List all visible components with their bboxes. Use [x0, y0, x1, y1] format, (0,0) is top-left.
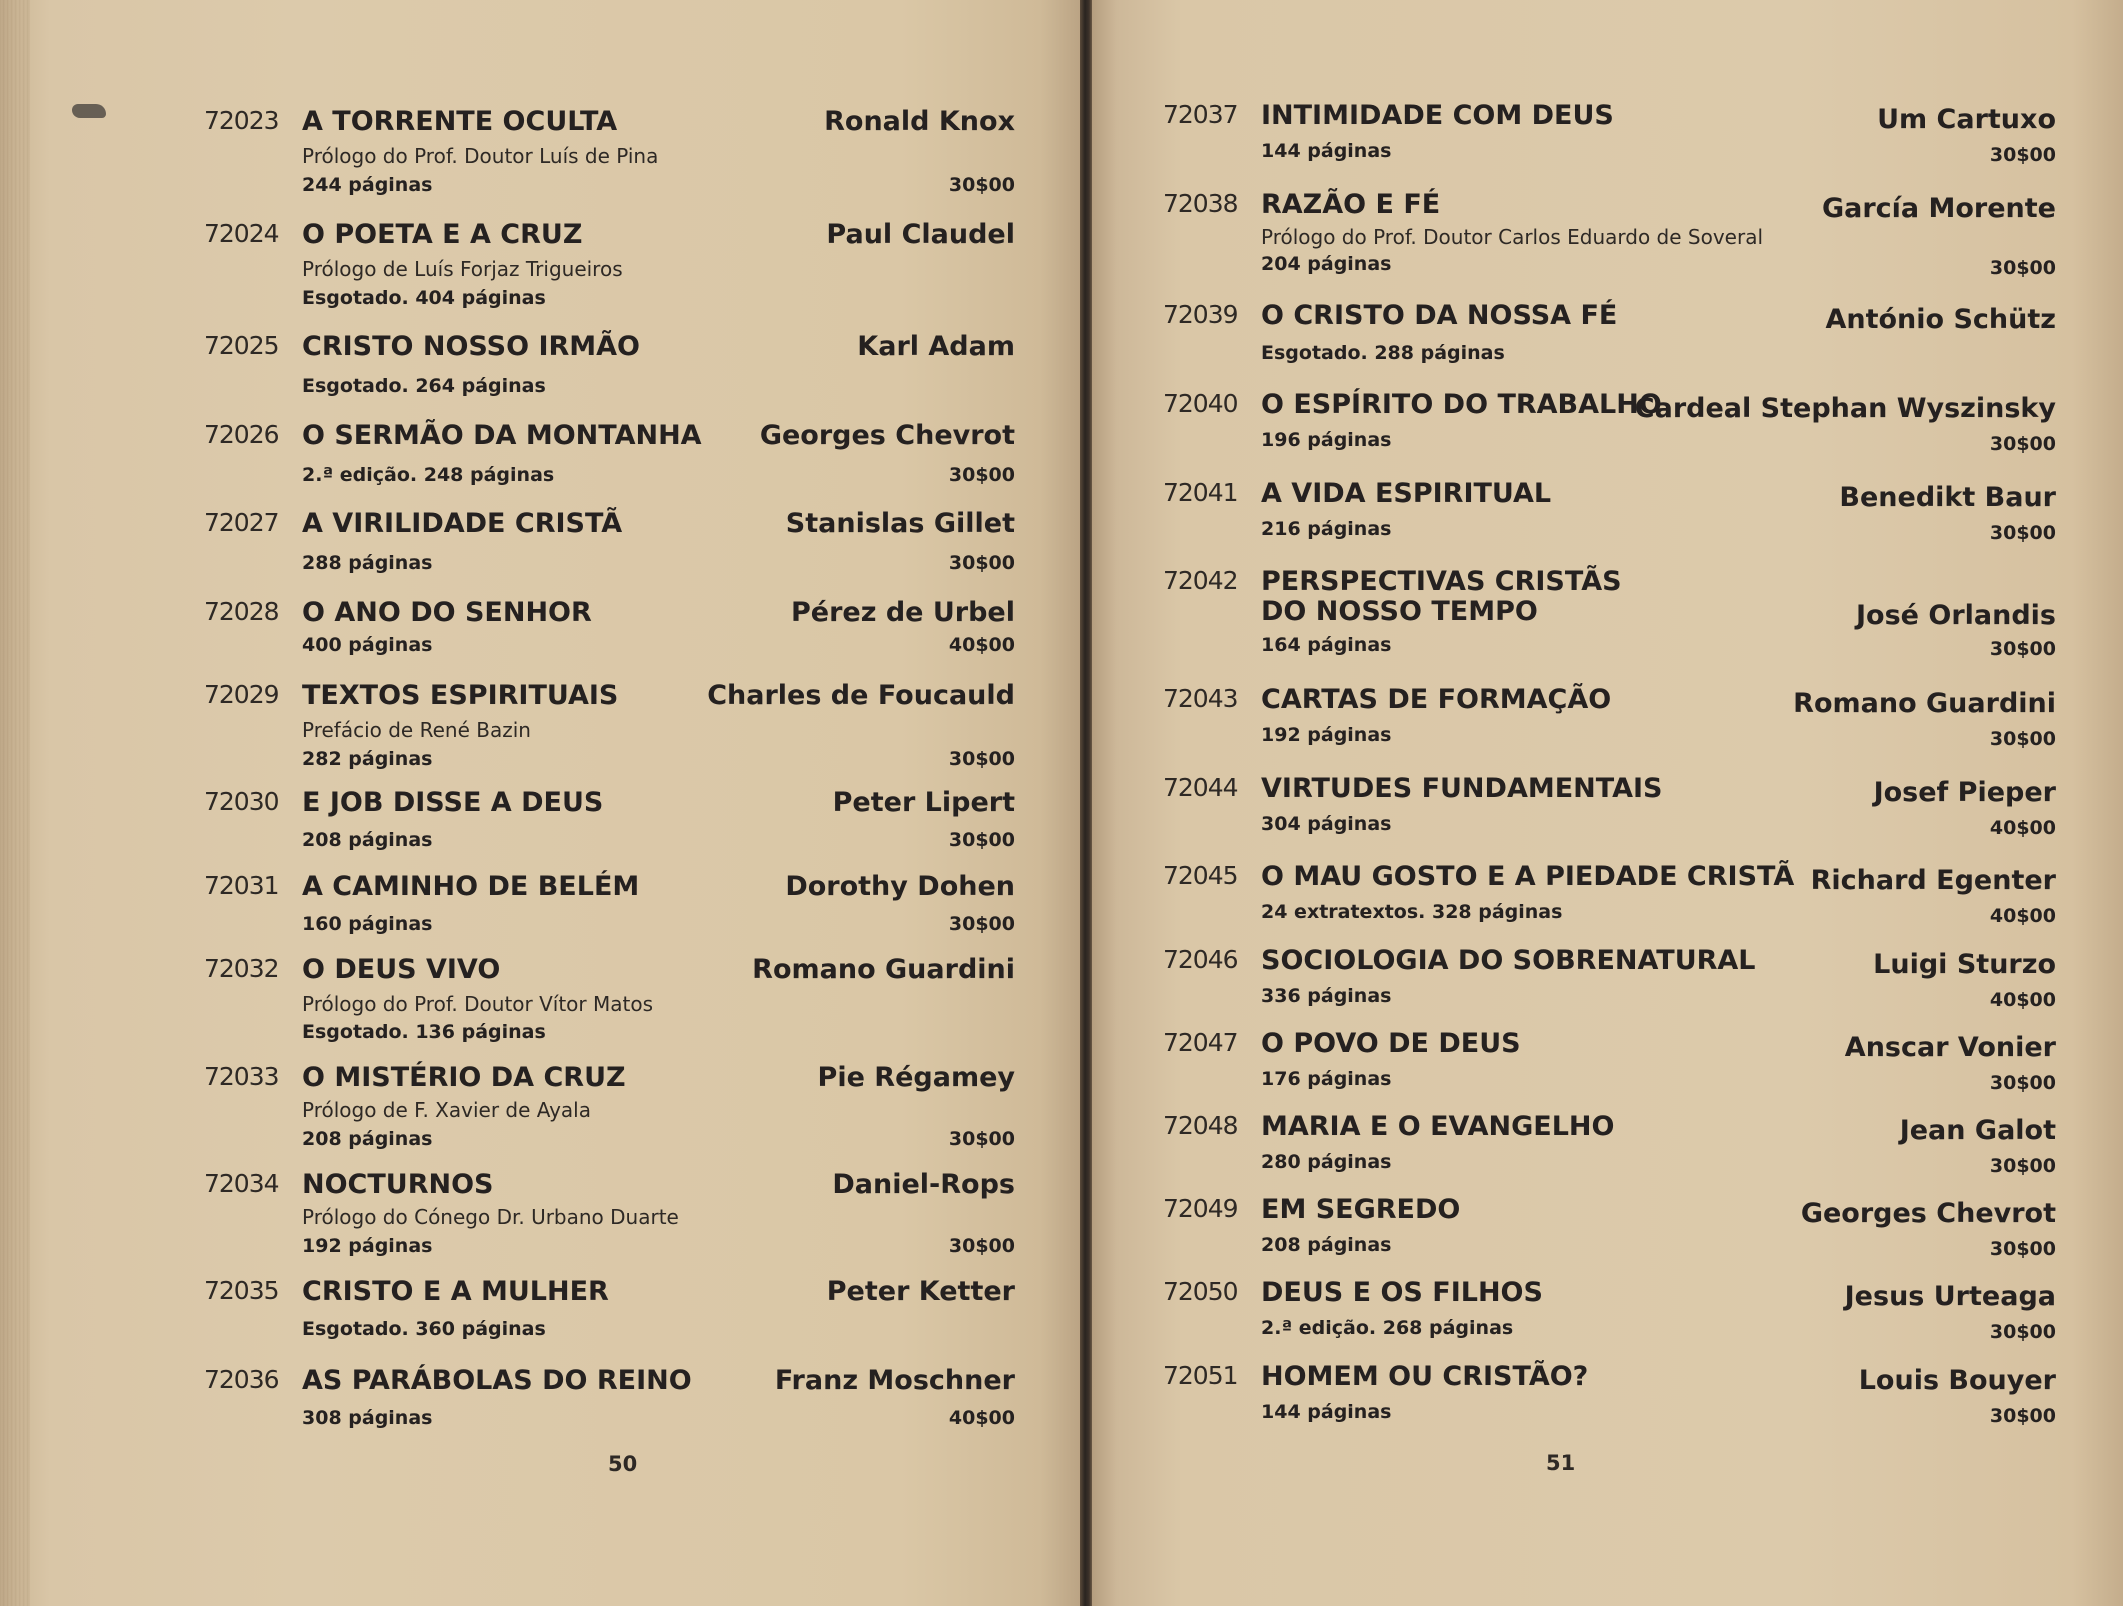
catalog-entry	[204, 680, 1015, 776]
entry-title: VIRTUDES FUNDAMENTAIS	[1261, 773, 1663, 804]
catalog-entry	[204, 331, 1015, 401]
entry-author: Luigi Sturzo	[1873, 949, 2056, 980]
entry-title: A TORRENTE OCULTA	[302, 106, 618, 137]
entry-author: Um Cartuxo	[1877, 104, 2056, 135]
entry-pages: 144 páginas	[1261, 140, 1392, 162]
entry-title: A CAMINHO DE BELÉM	[302, 871, 640, 902]
entry-pages: 176 páginas	[1261, 1068, 1392, 1090]
entry-pages: 2.ª edição. 248 páginas	[302, 464, 555, 486]
entry-author: Stanislas Gillet	[785, 508, 1015, 539]
entry-author: Jean Galot	[1899, 1115, 2056, 1146]
entry-title: O DEUS VIVO	[302, 954, 501, 985]
entry-number: 72042	[1163, 566, 1238, 595]
entry-price: 30$00	[1989, 1072, 2056, 1094]
entry-title: NOCTURNOS	[302, 1169, 494, 1200]
entry-price: 30$00	[1989, 728, 2056, 750]
entry-author: Ronald Knox	[824, 106, 1015, 137]
entry-title: DEUS E OS FILHOS	[1261, 1277, 1543, 1308]
entry-price: 30$00	[948, 748, 1015, 770]
entry-number: 72032	[204, 954, 279, 983]
entry-author: Paul Claudel	[826, 219, 1015, 250]
entry-preface: Prólogo do Cónego Dr. Urbano Duarte	[302, 1205, 679, 1229]
entry-author: Georges Chevrot	[759, 420, 1015, 451]
catalog-entry	[204, 954, 1015, 1050]
entry-pages: 164 páginas	[1261, 634, 1392, 656]
catalog-entry	[1163, 1111, 2056, 1181]
entry-preface: Prólogo do Prof. Doutor Luís de Pina	[302, 144, 659, 168]
entry-author: Louis Bouyer	[1858, 1365, 2056, 1396]
entry-number: 72048	[1163, 1111, 1238, 1140]
catalog-entry	[1163, 945, 2056, 1015]
entry-pages: Esgotado. 404 páginas	[302, 287, 546, 309]
entry-price: 30$00	[1989, 638, 2056, 660]
catalog-entry	[204, 219, 1015, 315]
catalog-entry	[204, 787, 1015, 853]
entry-pages: 144 páginas	[1261, 1401, 1392, 1423]
entry-pages: 204 páginas	[1261, 253, 1392, 275]
entry-number: 72050	[1163, 1277, 1238, 1306]
page-edge	[0, 0, 30, 1606]
entry-title: O ESPÍRITO DO TRABALHO	[1261, 389, 1662, 420]
entry-author: Pie Régamey	[817, 1062, 1015, 1093]
entry-title: O SERMÃO DA MONTANHA	[302, 420, 702, 451]
entry-author: Karl Adam	[857, 331, 1015, 362]
entry-title: O ANO DO SENHOR	[302, 597, 592, 628]
catalog-entry	[1163, 566, 2056, 662]
entry-price: 40$00	[948, 1407, 1015, 1429]
catalog-entry	[1163, 389, 2056, 459]
entry-title: O MISTÉRIO DA CRUZ	[302, 1062, 626, 1093]
entry-pages: 192 páginas	[1261, 724, 1392, 746]
entry-price: 30$00	[948, 464, 1015, 486]
catalog-entry	[204, 1169, 1015, 1265]
catalog-entry	[1163, 1277, 2056, 1347]
entry-preface: Prólogo do Prof. Doutor Carlos Eduardo de Soveral	[1261, 225, 1764, 249]
catalog-entry	[1163, 684, 2056, 754]
entry-number: 72030	[204, 787, 279, 816]
entry-author: Dorothy Dohen	[785, 871, 1015, 902]
entry-preface: Prólogo do Prof. Doutor Vítor Matos	[302, 992, 654, 1016]
entry-price: 30$00	[1989, 433, 2056, 455]
entry-price: 30$00	[948, 1235, 1015, 1257]
entry-title: A VIDA ESPIRITUAL	[1261, 478, 1552, 509]
catalog-entry	[1163, 861, 2056, 931]
entry-number: 72038	[1163, 189, 1238, 218]
entry-number: 72043	[1163, 684, 1238, 713]
entry-number: 72046	[1163, 945, 1238, 974]
entry-price: 30$00	[1989, 1238, 2056, 1260]
entry-preface: Prólogo de F. Xavier de Ayala	[302, 1098, 591, 1122]
entry-price: 40$00	[1989, 989, 2056, 1011]
entry-author: Benedikt Baur	[1839, 482, 2056, 513]
catalog-entry	[1163, 100, 2056, 170]
entry-title: O MAU GOSTO E A PIEDADE CRISTÃ	[1261, 861, 1795, 892]
catalog-entry	[1163, 1361, 2056, 1431]
entry-author: Romano Guardini	[752, 954, 1015, 985]
entry-author: García Morente	[1821, 193, 2056, 224]
entry-pages: 208 páginas	[1261, 1234, 1392, 1256]
entry-number: 72024	[204, 219, 279, 248]
entry-title: PERSPECTIVAS CRISTÃS	[1261, 566, 1622, 597]
entry-pages: 288 páginas	[302, 552, 433, 574]
entry-number: 72027	[204, 508, 279, 537]
entry-number: 72051	[1163, 1361, 1238, 1390]
entry-price: 30$00	[1989, 257, 2056, 279]
entry-price: 30$00	[948, 552, 1015, 574]
entry-title: INTIMIDADE COM DEUS	[1261, 100, 1614, 131]
entry-pages: 400 páginas	[302, 634, 433, 656]
entry-price: 40$00	[948, 634, 1015, 656]
entry-pages: 160 páginas	[302, 913, 433, 935]
catalog-entry	[204, 597, 1015, 663]
entry-pages: 304 páginas	[1261, 813, 1392, 835]
entry-title: SOCIOLOGIA DO SOBRENATURAL	[1261, 945, 1756, 976]
entry-title: EM SEGREDO	[1261, 1194, 1461, 1225]
entry-author: Peter Ketter	[826, 1276, 1015, 1307]
entry-author: José Orlandis	[1856, 600, 2056, 631]
entry-pages: 24 extratextos. 328 páginas	[1261, 901, 1563, 923]
entry-pages: 208 páginas	[302, 1128, 433, 1150]
catalog-entry	[204, 420, 1015, 490]
catalog-entry	[204, 871, 1015, 937]
entry-pages: 2.ª edição. 268 páginas	[1261, 1317, 1514, 1339]
entry-pages: 216 páginas	[1261, 518, 1392, 540]
entry-number: 72036	[204, 1365, 279, 1394]
entry-preface: Prólogo de Luís Forjaz Trigueiros	[302, 257, 623, 281]
entry-title: O CRISTO DA NOSSA FÉ	[1261, 300, 1618, 331]
catalog-entry	[204, 106, 1015, 202]
entry-title: MARIA E O EVANGELHO	[1261, 1111, 1615, 1142]
entry-preface: Prefácio de René Bazin	[302, 718, 531, 742]
catalog-entry	[204, 1062, 1015, 1158]
entry-title: CRISTO NOSSO IRMÃO	[302, 331, 641, 362]
entry-number: 72025	[204, 331, 279, 360]
entry-author: Charles de Foucauld	[707, 680, 1015, 711]
entry-title: RAZÃO E FÉ	[1261, 189, 1441, 220]
entry-number: 72045	[1163, 861, 1238, 890]
entry-pages: 308 páginas	[302, 1407, 433, 1429]
entry-author: Franz Moschner	[774, 1365, 1015, 1396]
entry-author: Peter Lipert	[832, 787, 1015, 818]
entry-title: O POVO DE DEUS	[1261, 1028, 1521, 1059]
entry-title: AS PARÁBOLAS DO REINO	[302, 1365, 692, 1396]
catalog-entry	[204, 1365, 1015, 1431]
entry-title-continued: DO NOSSO TEMPO	[1261, 596, 1538, 627]
entry-number: 72034	[204, 1169, 279, 1198]
entry-author: Josef Pieper	[1873, 777, 2056, 808]
entry-author: Romano Guardini	[1793, 688, 2056, 719]
entry-title: TEXTOS ESPIRITUAIS	[302, 680, 619, 711]
ink-smudge	[72, 104, 106, 118]
entry-price: 30$00	[1989, 144, 2056, 166]
entry-price: 30$00	[1989, 1155, 2056, 1177]
entry-price: 30$00	[948, 1128, 1015, 1150]
catalog-entry	[1163, 773, 2056, 843]
entry-number: 72041	[1163, 478, 1238, 507]
entry-number: 72037	[1163, 100, 1238, 129]
entry-pages: 196 páginas	[1261, 429, 1392, 451]
entry-price: 40$00	[1989, 817, 2056, 839]
entry-pages: 244 páginas	[302, 174, 433, 196]
entry-price: 30$00	[1989, 1321, 2056, 1343]
entry-number: 72031	[204, 871, 279, 900]
entry-pages: Esgotado. 360 páginas	[302, 1318, 546, 1340]
entry-price: 40$00	[1989, 905, 2056, 927]
entry-author: António Schütz	[1825, 304, 2056, 335]
entry-author: Cardeal Stephan Wyszinsky	[1634, 393, 2056, 424]
catalog-entry	[1163, 189, 2056, 285]
entry-pages: 192 páginas	[302, 1235, 433, 1257]
entry-number: 72035	[204, 1276, 279, 1305]
entry-number: 72040	[1163, 389, 1238, 418]
entry-pages: 282 páginas	[302, 748, 433, 770]
entry-author: Georges Chevrot	[1800, 1198, 2056, 1229]
entry-number: 72028	[204, 597, 279, 626]
entry-pages: 208 páginas	[302, 829, 433, 851]
catalog-entry	[204, 1276, 1015, 1342]
entry-pages: Esgotado. 136 páginas	[302, 1021, 546, 1043]
entry-price: 30$00	[948, 913, 1015, 935]
catalog-entry	[1163, 1194, 2056, 1264]
entry-title: HOMEM OU CRISTÃO?	[1261, 1361, 1589, 1392]
entry-author: Anscar Vonier	[1844, 1032, 2056, 1063]
entry-price: 30$00	[948, 174, 1015, 196]
entry-price: 30$00	[1989, 522, 2056, 544]
entry-pages: 336 páginas	[1261, 985, 1392, 1007]
entry-author: Jesus Urteaga	[1844, 1281, 2056, 1312]
entry-pages: Esgotado. 264 páginas	[302, 375, 546, 397]
entry-pages: Esgotado. 288 páginas	[1261, 342, 1505, 364]
entry-price: 30$00	[948, 829, 1015, 851]
entry-title: E JOB DISSE A DEUS	[302, 787, 604, 818]
entry-author: Richard Egenter	[1810, 865, 2056, 896]
catalog-entry	[1163, 300, 2056, 370]
catalog-entry	[1163, 1028, 2056, 1098]
entry-title: CRISTO E A MULHER	[302, 1276, 609, 1307]
entry-author: Daniel-Rops	[832, 1169, 1015, 1200]
entry-title: A VIRILIDADE CRISTÃ	[302, 508, 623, 539]
entry-number: 72026	[204, 420, 279, 449]
entry-price: 30$00	[1989, 1405, 2056, 1427]
entry-pages: 280 páginas	[1261, 1151, 1392, 1173]
catalog-entry	[204, 508, 1015, 578]
entry-title: CARTAS DE FORMAÇÃO	[1261, 684, 1612, 715]
page-number: 50	[608, 1452, 638, 1476]
entry-number: 72039	[1163, 300, 1238, 329]
entry-number: 72049	[1163, 1194, 1238, 1223]
entry-number: 72044	[1163, 773, 1238, 802]
catalog-entry	[1163, 478, 2056, 548]
page-number: 51	[1546, 1451, 1576, 1475]
entry-author: Pérez de Urbel	[790, 597, 1015, 628]
entry-number: 72029	[204, 680, 279, 709]
entry-number: 72047	[1163, 1028, 1238, 1057]
entry-number: 72033	[204, 1062, 279, 1091]
entry-number: 72023	[204, 106, 279, 135]
entry-title: O POETA E A CRUZ	[302, 219, 583, 250]
right-page	[1092, 0, 2123, 1606]
